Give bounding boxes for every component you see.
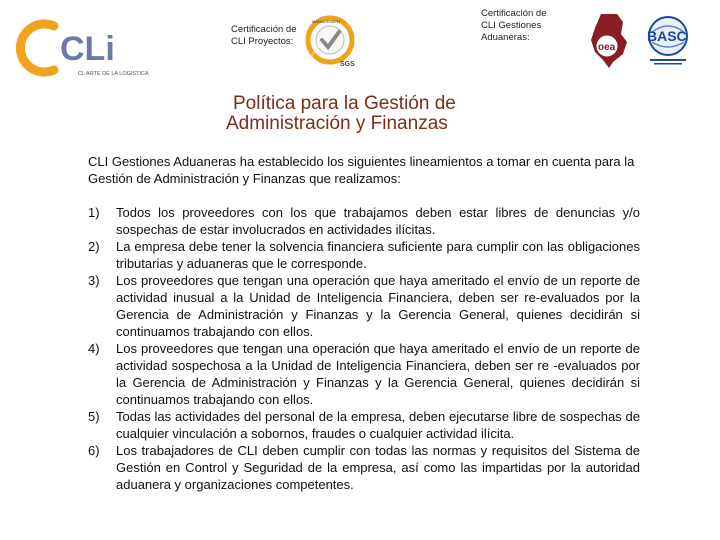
sgs-seal-icon bbox=[304, 14, 364, 70]
list-item-number: 3) bbox=[88, 273, 100, 288]
basc-logo-text: BASC bbox=[647, 28, 687, 44]
list-item bbox=[88, 340, 640, 408]
list-item bbox=[88, 408, 640, 442]
basc-logo bbox=[638, 12, 698, 70]
list-item-number: 1) bbox=[88, 205, 100, 220]
list-item-text: Los proveedores que tengan una operación que haya ameritado el envío de un reporte de actividad inusual a la Unidad de Inteligencia Financiera, deben ser re-evaluados por la Gerencia de Administración y Finanzas y la Gerencia General, quienes decidirán si continuamos trabajando con ellos. bbox=[116, 273, 640, 339]
list-item-text: Los proveedores que tengan una operación que haya ameritado el envío de un reporte de actividad sospechosa a la Unidad de Inteligencia Financiera, deben ser re -evaluados por la Gerencia de Administración y Finanzas y la Gerencia General, quienes decidirán si continuamos trabajando con ellos. bbox=[116, 341, 640, 407]
policy-list bbox=[88, 204, 640, 493]
list-item bbox=[88, 238, 640, 272]
intro-paragraph: CLI Gestiones Aduaneras ha establecido los siguientes lineamientos a tomar en cuenta para la Gestión de Administración y Finanzas que realizamos: bbox=[88, 154, 635, 186]
page-title-line-2: Administración y Finanzas bbox=[226, 113, 448, 134]
list-item-text: La empresa debe tener la solvencia financiera suficiente para cumplir con las obligaciones tributarias y aduaneras que le corresponde. bbox=[116, 239, 640, 271]
cert-aduaneras-label: Certificación de CLI Gestiones Aduaneras: bbox=[481, 8, 547, 43]
sgs-seal-side-text: SYSTEMS bbox=[309, 39, 323, 59]
list-item-number: 6) bbox=[88, 443, 100, 458]
list-item-text: Los trabajadores de CLI deben cumplir con todas las normas y requisitos del Sistema de Gestión en Control y Seguridad de la empresa, así como las impartidas por la autoridad aduanera y organizaciones competentes. bbox=[116, 443, 640, 492]
oea-logo bbox=[583, 12, 635, 70]
list-item-text: Todas las actividades del personal de la empresa, deben ejecutarse libre de sospechas de cualquier vinculación a sobornos, fraudes o cualquier actividad ilícita. bbox=[116, 409, 640, 441]
page-title bbox=[226, 94, 546, 134]
list-item bbox=[88, 272, 640, 340]
list-item-text: Todos los proveedores con los que trabajamos deben estar libres de denuncias y/o sospechas de estar involucrados en actividades ilícitas. bbox=[116, 205, 640, 237]
sgs-seal-top-text: MANAGEMENT bbox=[312, 19, 341, 24]
cli-logo bbox=[14, 18, 164, 78]
oea-logo-text: oea bbox=[598, 42, 616, 53]
list-item bbox=[88, 442, 640, 493]
cli-logo-tagline: CL ARTE DE LA LOGISTICA bbox=[78, 71, 149, 77]
sgs-seal-bottom-text: SGS bbox=[340, 61, 355, 68]
cert-proyectos-label: Certificación de CLI Proyectos: bbox=[231, 24, 297, 47]
list-item-number: 4) bbox=[88, 341, 100, 356]
page-title-line-1: Política para la Gestión de bbox=[233, 93, 456, 114]
list-item bbox=[88, 204, 640, 238]
list-item-number: 5) bbox=[88, 409, 100, 424]
list-item-number: 2) bbox=[88, 239, 100, 254]
cli-logo-wordmark: CLi bbox=[60, 30, 115, 68]
